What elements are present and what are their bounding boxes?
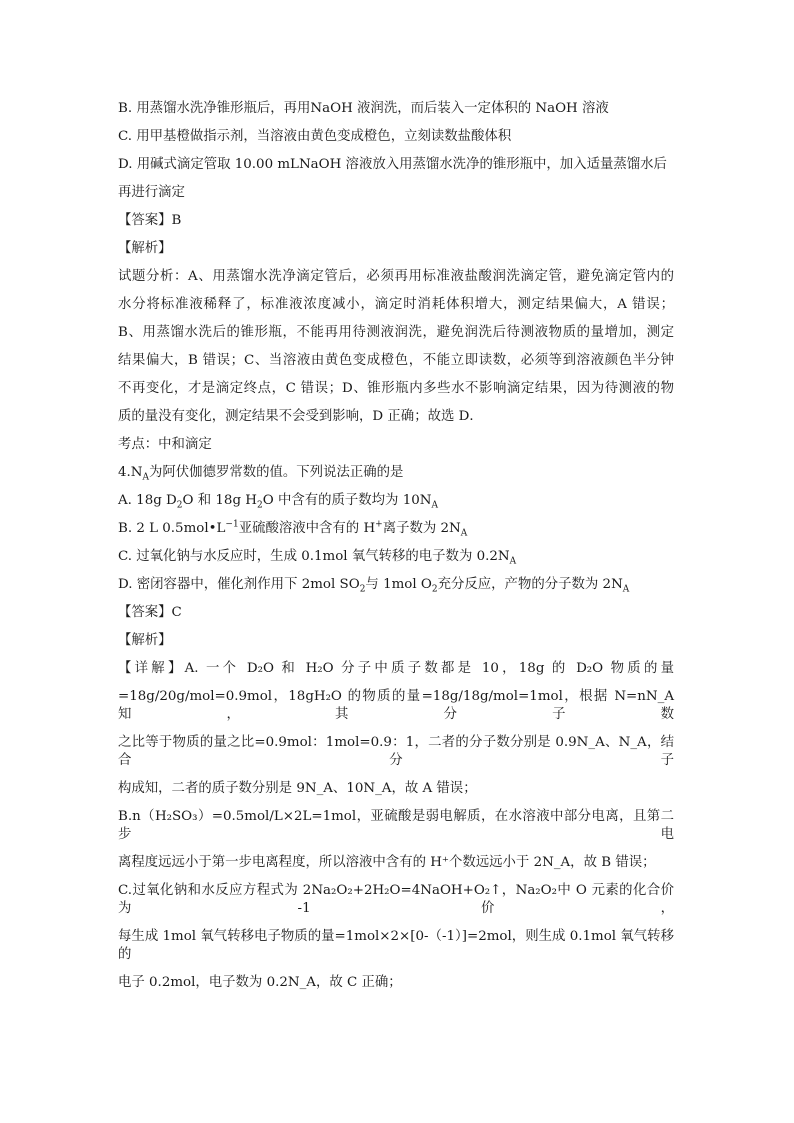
detail-line: C.过氧化钠和水反应方程式为 2Na₂O₂+2H₂O=4NaOH+O₂↑，Na₂O₂中 O 元素的化合价为-1 价，	[118, 883, 674, 916]
detail-line: 【详解】A. 一个 D₂O 和 H₂O 分子中质子数都是 10，18g 的 D₂O 物质的量	[118, 661, 674, 676]
detail-line: 每生成 1mol 氧气转移电子物质的量=1mol×2×[0-（-1）]=2mol，则生成 0.1mol 氧气转移的	[118, 929, 674, 962]
question-4-stem: $4.N_A$为阿伏伽德罗常数的值。下列说法正确的是	[118, 465, 404, 483]
analysis-3-line: 水分将标准液稀释了，标准液浓度减小，滴定时消耗体积增大，测定结果偏大，A 错误；	[118, 297, 674, 312]
option-b: B. 用蒸馏水洗净锥形瓶后，再用NaOH 液润洗，而后装入一定体积的 NaOH 溶液	[118, 101, 609, 116]
analysis-3-line: 不再变化，才是滴定终点，C 错误；D、锥形瓶内多些水不影响滴定结果，因为待测液的物	[118, 381, 674, 396]
q4-option-a: A. 18g $D_2O$ 和 18g $H_2O$ 中含有的质子数均为 $10N_A$	[118, 493, 438, 511]
q4-option-c: C. 过氧化钠与水反应时，生成 0.1mol 氧气转移的电子数为 $0.2N_A$	[118, 549, 517, 567]
detail-line: 离程度远远小于第一步电离程度，所以溶液中含有的 H⁺个数远远小于 2N_A，故 B 错误；	[118, 855, 656, 870]
q4-option-d: D. 密闭容器中，催化剂作用下 2mol $SO_2$与 1mol $O_2$充分反应，产物的分子数为 $2N_A$	[118, 577, 630, 595]
answer-4: 【答案】C	[118, 605, 182, 620]
detail-line: 电子 0.2mol，电子数为 0.2N_A，故 C 正确；	[118, 975, 402, 990]
detail-4	[118, 660, 674, 992]
analysis-3-line: 试题分析：A、用蒸馏水洗净滴定管后，必须再用标准液盐酸润洗滴定管，避免滴定管内的	[118, 269, 674, 284]
detail-line: =18g/20g/mol=0.9mol，18gH₂O 的物质的量=18g/18g/mol=1mol，根据 N=nN_A 知，其分子数	[118, 689, 674, 722]
analysis-3-line: 质的量没有变化，测定结果不会受到影响，D 正确；故选 D．	[118, 409, 483, 424]
analysis-label-4: 【解析】	[118, 633, 172, 648]
option-d-line1: D. 用碱式滴定管取 10.00 mLNaOH 溶液放入用蒸馏水洗净的锥形瓶中，加入适量蒸馏水后	[118, 157, 667, 172]
detail-line: 构成知，二者的质子数分别是 9N_A、10N_A，故 A 错误；	[118, 781, 477, 796]
analysis-3	[118, 268, 674, 426]
detail-line: 之比等于物质的量之比=0.9mol：1mol=0.9：1，二者的分子数分别是 0.9N_A、N_A，结合分子	[118, 735, 674, 768]
q4-option-b: B. 2 L $0.5mol•L^{-1}$亚硫酸溶液中含有的 H+离子数为 $2N_A$	[118, 519, 468, 539]
option-c: C. 用甲基橙做指示剂，当溶液由黄色变成橙色，立刻读数盐酸体积	[118, 129, 512, 144]
content-column	[118, 100, 674, 992]
option-d-line2: 再进行滴定	[118, 185, 185, 200]
analysis-label-3: 【解析】	[118, 241, 172, 256]
analysis-3-line: B、用蒸馏水洗后的锥形瓶，不能再用待测液润洗，避免润洗后待测液物质的量增加，测定	[118, 325, 674, 340]
analysis-3-line: 结果偏大，B 错误；C、当溶液由黄色变成橙色，不能立即读数，必须等到溶液颜色半分钟	[118, 353, 674, 368]
answer-3: 【答案】B	[118, 213, 182, 228]
detail-line: B.n（H₂SO₃）=0.5mol/L×2L=1mol，亚硫酸是弱电解质，在水溶液中部分电离，且第二步电	[118, 809, 674, 842]
kaodian: 考点：中和滴定	[118, 437, 212, 452]
